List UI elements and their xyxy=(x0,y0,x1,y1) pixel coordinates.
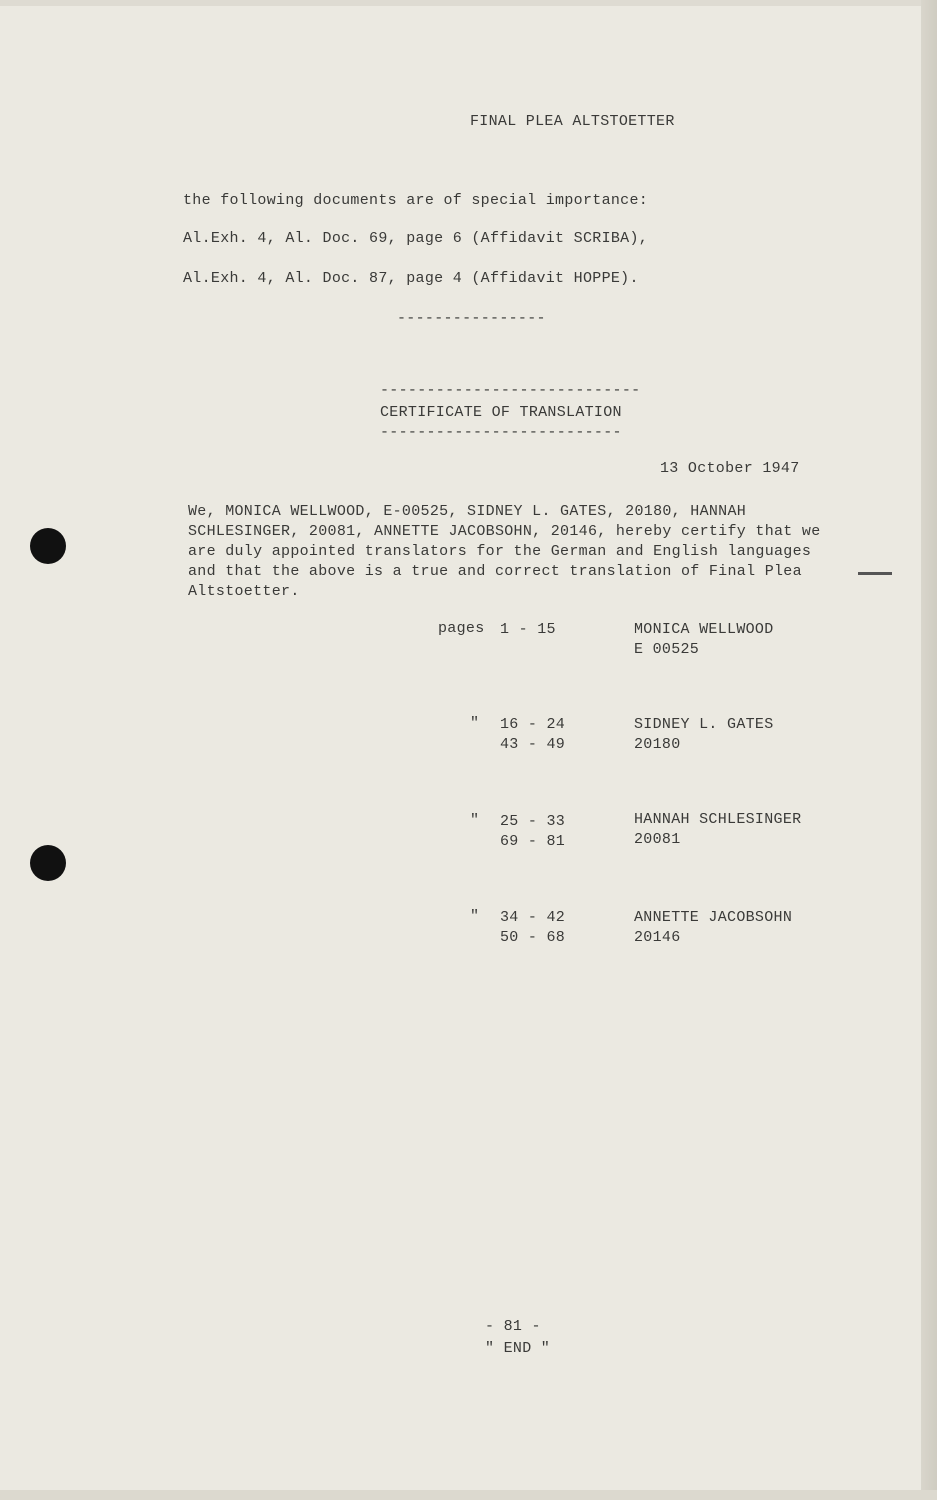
translator-id: 20180 xyxy=(634,736,681,753)
reference-line-2: Al.Exh. 4, Al. Doc. 87, page 4 (Affidavit HOPPE). xyxy=(183,270,639,287)
certificate-rule-bottom: -------------------------- xyxy=(380,424,622,441)
page-range xyxy=(500,715,565,755)
page-range-line: 69 - 81 xyxy=(500,833,566,850)
translator-signature xyxy=(634,715,774,755)
ditto-mark: " xyxy=(470,715,480,732)
translator-id: 20146 xyxy=(634,929,681,946)
end-mark: " END " xyxy=(485,1340,551,1357)
translator-name: HANNAH SCHLESINGER xyxy=(634,811,802,828)
page-range-line: 1 - 15 xyxy=(500,621,556,638)
page-range-line: 25 - 33 xyxy=(500,813,566,830)
translator-signature xyxy=(634,810,801,850)
punch-hole-bottom xyxy=(30,845,66,881)
margin-mark xyxy=(858,572,892,575)
translator-signature xyxy=(634,620,774,660)
page-range-line: 43 - 49 xyxy=(500,736,566,753)
page-range-line: 34 - 42 xyxy=(500,909,566,926)
page-range xyxy=(500,812,565,852)
punch-hole-top xyxy=(30,528,66,564)
page-range xyxy=(500,908,565,948)
page-number: - 81 - xyxy=(485,1318,541,1335)
translator-name: SIDNEY L. GATES xyxy=(634,716,774,733)
pages-label: pages xyxy=(438,620,485,637)
translator-name: MONICA WELLWOOD xyxy=(634,621,774,638)
certificate-rule-top: ---------------------------- xyxy=(380,382,641,399)
certificate-date: 13 October 1947 xyxy=(660,460,800,477)
certificate-title: CERTIFICATE OF TRANSLATION xyxy=(380,404,622,421)
page-range-line: 50 - 68 xyxy=(500,929,566,946)
translator-signature xyxy=(634,908,792,948)
translator-id: E 00525 xyxy=(634,641,700,658)
paper-edge-top xyxy=(0,0,937,6)
document-header: FINAL PLEA ALTSTOETTER xyxy=(470,113,675,130)
ditto-mark: " xyxy=(470,908,480,925)
reference-line-1: Al.Exh. 4, Al. Doc. 69, page 6 (Affidavit SCRIBA), xyxy=(183,230,649,247)
certification-statement: We, MONICA WELLWOOD, E-00525, SIDNEY L. GATES, 20180, HANNAH SCHLESINGER, 20081, ANNETTE JACOBSOHN, 20146, hereby certify that we are duly appointed translators for the German and English languages and that the above is a true and correct translation of Final Plea Altstoetter. xyxy=(188,503,821,600)
paper-edge-bottom xyxy=(0,1490,937,1500)
ditto-mark: " xyxy=(470,812,480,829)
separator-rule: ---------------- xyxy=(397,310,546,327)
page-range xyxy=(500,620,556,640)
paper-edge-right xyxy=(921,0,937,1500)
page-range-line: 16 - 24 xyxy=(500,716,566,733)
translator-name: ANNETTE JACOBSOHN xyxy=(634,909,793,926)
intro-line: the following documents are of special importance: xyxy=(183,192,649,209)
translator-id: 20081 xyxy=(634,831,681,848)
